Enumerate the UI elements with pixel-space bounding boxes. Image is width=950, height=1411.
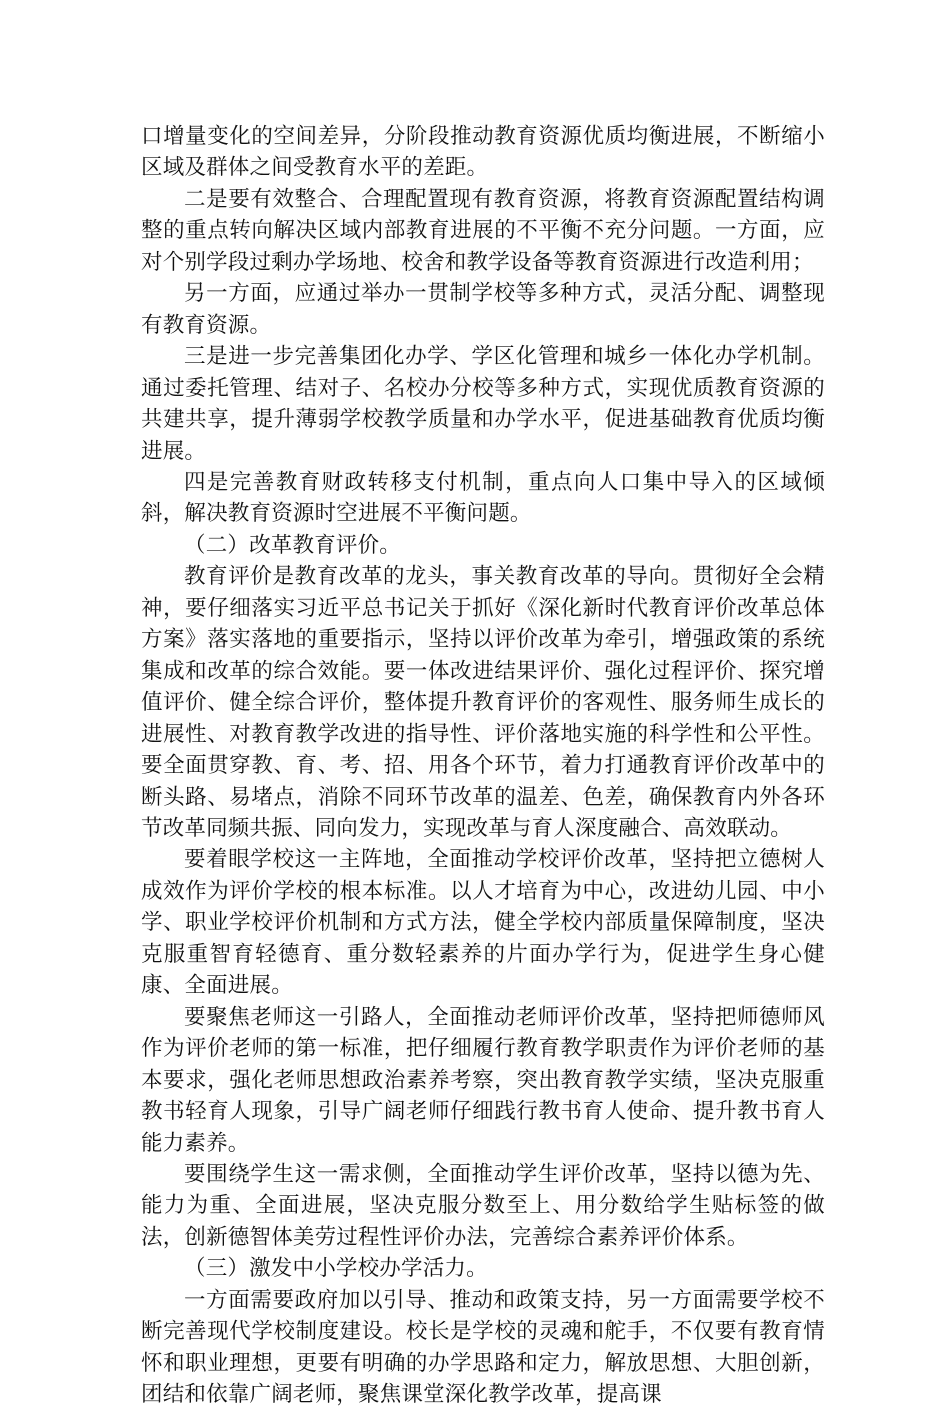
paragraph-1: 口增量变化的空间差异，分阶段推动教育资源优质均衡进展，不断缩小区域及群体之间受教育水平的差距。 [141, 124, 825, 181]
paragraph-3: 另一方面，应通过举办一贯制学校等多种方式，灵活分配、调整现有教育资源。 [141, 281, 825, 338]
paragraph-8: 要着眼学校这一主阵地，全面推动学校评价改革，坚持把立德树人成效作为评价学校的根本标准。以人才培育为中心，改进幼儿园、中小学、职业学校评价机制和方式方法，健全学校内部质量保障制度，坚决克服重智育轻德育、重分数轻素养的片面办学行为，促进学生身心健康、全面进展。 [141, 847, 825, 999]
paragraph-12: 一方面需要政府加以引导、推动和政策支持，另一方面需要学校不断完善现代学校制度建设。校长是学校的灵魂和舵手，不仅要有教育情怀和职业理想，更要有明确的办学思路和定力，解放思想、大胆创新，团结和依靠广阔老师，聚焦课堂深化教学改革，提高课 [141, 1287, 825, 1408]
section-heading-3: （三）激发中小学校办学活力。 [184, 1256, 488, 1282]
paragraph-5: 四是完善教育财政转移支付机制，重点向人口集中导入的区域倾斜，解决教育资源时空进展不平衡问题。 [141, 469, 825, 527]
paragraph-4: 三是进一步完善集团化办学、学区化管理和城乡一体化办学机制。通过委托管理、结对子、名校办分校等多种方式，实现优质教育资源的共建共享，提升薄弱学校教学质量和办学水平，促进基础教育优质均衡进展。 [141, 344, 825, 464]
document-page [141, 121, 825, 1411]
paragraph-10: 要围绕学生这一需求侧，全面推动学生评价改革，坚持以德为先、能力为重、全面进展，坚决克服分数至上、用分数给学生贴标签的做法，创新德智体美劳过程性评价办法，完善综合素养评价体系。 [141, 1161, 825, 1250]
paragraph-2: 二是要有效整合、合理配置现有教育资源，将教育资源配置结构调整的重点转向解决区域内部教育进展的不平衡不充分问题。一方面，应对个别学段过剩办学场地、校舍和教学设备等教育资源进行改造利用； [141, 186, 825, 275]
section-heading-2: （二）改革教育评价。 [184, 532, 402, 558]
paragraph-7: 教育评价是教育改革的龙头，事关教育改革的导向。贯彻好全会精神，要仔细落实习近平总书记关于抓好《深化新时代教育评价改革总体方案》落实落地的重要指示，坚持以评价改革为牵引，增强政策的系统集成和改革的综合效能。要一体改进结果评价、强化过程评价、探究增值评价、健全综合评价，整体提升教育评价的客观性、服务师生成长的进展性、对教育教学改进的指导性、评价落地实施的科学性和公平性。要全面贯穿教、育、考、招、用各个环节，着力打通教育评价改革中的断头路、易堵点，消除不同环节改革的温差、色差，确保教育内外各环节改革同频共振、同向发力，实现改革与育人深度融合、高效联动。 [141, 564, 825, 841]
paragraph-9: 要聚焦老师这一引路人，全面推动老师评价改革，坚持把师德师风作为评价老师的第一标准，把仔细履行教育教学职责作为评价老师的基本要求，强化老师思想政治素养考察，突出教育教学实绩，坚决克服重教书轻育人现象，引导广阔老师仔细践行教书育人使命、提升教书育人能力素养。 [141, 1004, 825, 1156]
